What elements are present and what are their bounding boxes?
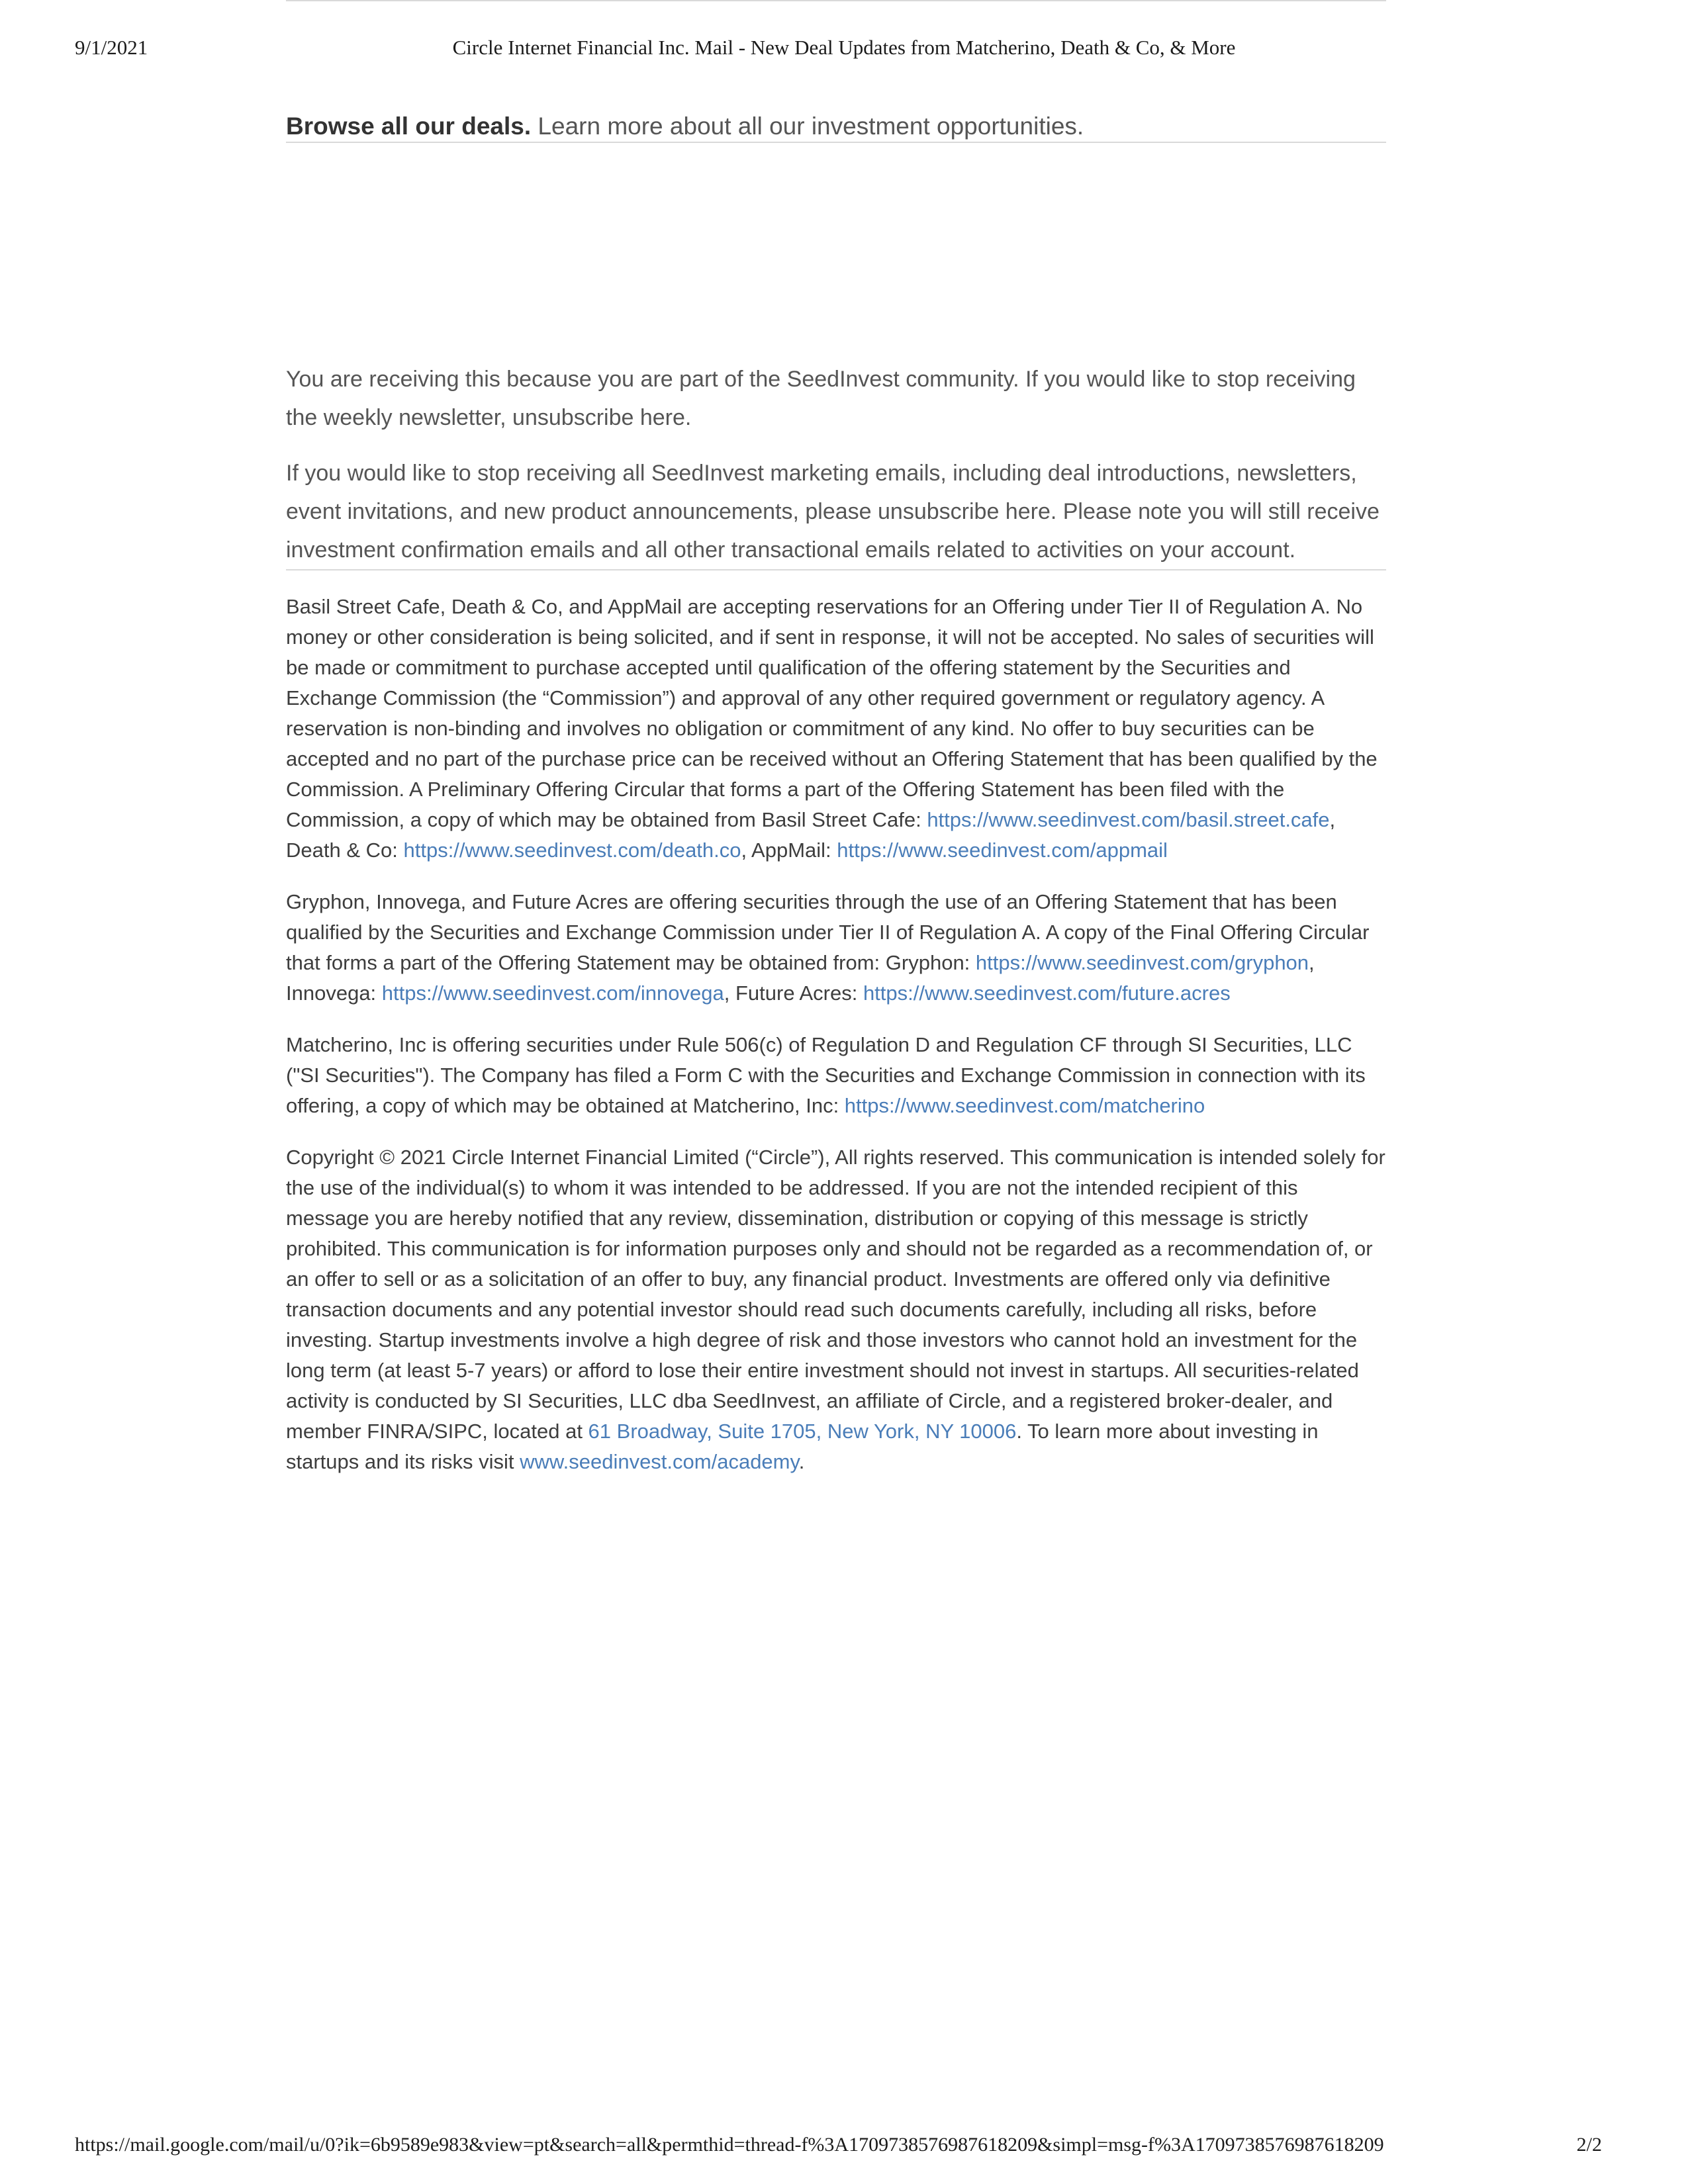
email-body <box>286 0 1386 1477</box>
inline-link[interactable]: https://www.seedinvest.com/future.acres <box>863 981 1231 1005</box>
text-segment: If you would like to stop receiving all SeedInvest marketing emails, including deal introductions, newsletters, event invitations, and new product announcements, please unsubscribe here. Please note you will still receive investment confirmation emails and all other transactional emails related to activities on your account. <box>286 461 1380 563</box>
inline-link[interactable]: https://www.seedinvest.com/death.co <box>403 839 741 862</box>
text-segment: Gryphon, Innovega, and Future Acres are offering securities through the use of an Offering Statement that has been qualified by the Securities and Exchange Commission under Tier II of Regulation A. A copy of the Final Offering Circular that forms a part of the Offering Statement may be obtained from: Gryphon: <box>286 890 1370 974</box>
inline-link[interactable]: https://www.seedinvest.com/gryphon <box>975 951 1309 974</box>
disclaimer-qualified-offerings <box>286 887 1386 1009</box>
divider <box>286 142 1386 143</box>
divider <box>286 569 1386 570</box>
text-segment: , AppMail: <box>741 839 837 862</box>
print-title: Circle Internet Financial Inc. Mail - New Deal Updates from Matcherino, Death & Co, & More <box>452 36 1236 59</box>
footer-page-number: 2/2 <box>1576 2134 1602 2156</box>
text-segment: Learn more about all our investment opportunities. <box>531 113 1084 140</box>
footer-url: https://mail.google.com/mail/u/0?ik=6b9589e983&view=pt&search=all&permthid=thread-f%3A1709738576987618209&simpl=msg-f%3A1709738576987618209 <box>75 2134 1384 2156</box>
text-segment: . To learn more about investing in startups and its risks visit <box>286 1420 1319 1473</box>
inline-link[interactable]: https://www.seedinvest.com/matcherino <box>844 1094 1205 1117</box>
browse-deals-line <box>286 111 1386 142</box>
inline-link[interactable]: 61 Broadway, Suite 1705, New York, NY 10006 <box>588 1420 1017 1443</box>
text-segment: , Death & Co: <box>286 808 1336 862</box>
text-segment: Copyright © 2021 Circle Internet Financial Limited (“Circle”), All rights reserved. This communication is intended solely for the use of the individual(s) to whom it was intended to be addressed. If you are not the intended recipient of this message you are hereby notified that any review, dissemination, distribution or copying of this message is strictly prohibited. This communication is for information purposes only and should not be regarded as a recommendation of, or an offer to sell or as a solicitation of an offer to buy, any financial product. Investments are offered only via definitive transaction documents and any potential investor should read such documents carefully, including all risks, before investing. Startup investments involve a high degree of risk and those investors who cannot hold an investment for the long term (at least 5-7 years) or afford to lose their entire investment should not invest in startups. All securities-related activity is conducted by SI Securities, LLC dba SeedInvest, an affiliate of Circle, and a registered broker-dealer, and member FINRA/SIPC, located at <box>286 1146 1385 1443</box>
text-segment: You are receiving this because you are part of the SeedInvest community. If you would like to stop receiving the weekly newsletter, unsubscribe here. <box>286 367 1356 430</box>
print-date: 9/1/2021 <box>75 36 148 59</box>
disclaimer-matcherino-reg-d <box>286 1030 1386 1121</box>
inline-link[interactable]: https://www.seedinvest.com/basil.street.cafe <box>927 808 1330 831</box>
inline-link[interactable]: www.seedinvest.com/academy <box>520 1450 799 1473</box>
text-segment: Browse all our deals. <box>286 113 532 140</box>
unsubscribe-marketing-paragraph <box>286 454 1386 569</box>
text-segment: Basil Street Cafe, Death & Co, and AppMail are accepting reservations for an Offering under Tier II of Regulation A. No money or other consideration is being solicited, and if sent in response, it will not be accepted. No sales of securities will be made or commitment to purchase accepted until qualification of the offering statement by the Securities and Exchange Commission (the “Commission”) and approval of any other required government or regulatory agency. A reservation is non-binding and involves no obligation or commitment of any kind. No offer to buy securities can be accepted and no part of the purchase price can be received without an Offering Statement that has been qualified by the Commission. A Preliminary Offering Circular that forms a part of the Offering Statement has been filed with the Commission, a copy of which may be obtained from Basil Street Cafe: <box>286 595 1378 831</box>
text-segment: Matcherino, Inc is offering securities under Rule 506(c) of Regulation D and Regulation CF through SI Securities, LLC ("SI Securities"). The Company has filed a Form C with the Securities and Exchange Commission in connection with its offering, a copy of which may be obtained at Matcherino, Inc: <box>286 1033 1366 1117</box>
text-segment: . <box>798 1450 805 1473</box>
text-segment: , Future Acres: <box>724 981 863 1005</box>
divider <box>286 0 1386 1</box>
inline-link[interactable]: https://www.seedinvest.com/appmail <box>837 839 1168 862</box>
print-footer <box>75 2134 1602 2156</box>
disclaimer-reg-a-reservations <box>286 592 1386 866</box>
unsubscribe-newsletter-paragraph <box>286 360 1386 437</box>
disclaimer-copyright <box>286 1142 1386 1477</box>
text-segment: , Innovega: <box>286 951 1315 1005</box>
inline-link[interactable]: https://www.seedinvest.com/innovega <box>381 981 724 1005</box>
